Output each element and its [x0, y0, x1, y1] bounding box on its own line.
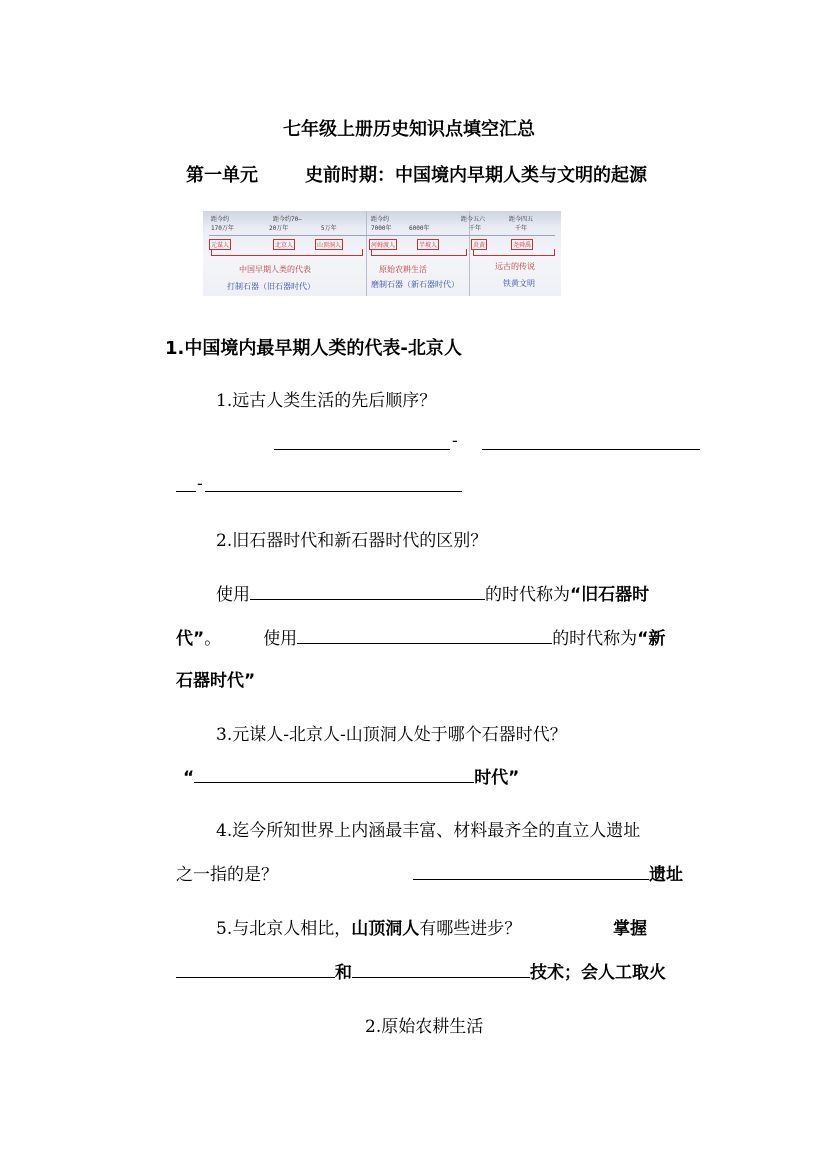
timeline-label: 远古的传说	[495, 262, 535, 271]
section-heading: 1.中国境内最早期人类的代表-北京人	[165, 338, 462, 359]
timeline-tick: 千年	[515, 225, 528, 232]
term-old-stone-age-end: 代”	[176, 629, 205, 649]
text-fragment: 使用	[263, 629, 298, 649]
conjunction-and: 和	[335, 963, 352, 983]
timeline-label: 磨制石器（新石器时代）	[371, 280, 459, 289]
answer-suffix: 时代”	[474, 768, 520, 788]
answer-blank[interactable]	[297, 642, 552, 644]
answer-blank[interactable]	[194, 781, 474, 783]
term-old-stone-age: “旧石器时	[570, 585, 650, 605]
separator: -	[197, 474, 203, 494]
text-fragment: 使用	[216, 585, 250, 605]
text-fragment: 。	[204, 629, 222, 649]
answer-blank[interactable]	[413, 878, 649, 880]
term-new-stone-age-end: 石器时代”	[176, 671, 256, 691]
timeline-tick: 7000年	[371, 225, 392, 232]
timeline-label: 铁黄文明	[503, 279, 535, 288]
question-4-continued: 之一指的是？	[176, 865, 278, 885]
timeline-box: 炎黄	[471, 239, 487, 250]
separator: -	[452, 431, 458, 451]
timeline-box: 元谋人	[209, 239, 231, 250]
timeline-label: 原始农耕生活	[379, 265, 427, 274]
timeline-box: 尧舜禹	[511, 239, 533, 250]
question-1: 1.远古人类生活的先后顺序？	[216, 391, 437, 411]
answer-blank[interactable]	[274, 449, 450, 450]
timeline-tick: 20万年	[269, 225, 289, 232]
answer-blank[interactable]	[352, 976, 530, 978]
question-5-prefix: 5.与北京人相比，	[216, 919, 352, 939]
timeline-box: 北京人	[273, 239, 295, 250]
section-heading: 2.原始农耕生活	[365, 1017, 484, 1037]
question-2: 2.旧石器时代和新石器时代的区别？	[216, 531, 488, 551]
unit-title: 史前时期：中国境内早期人类与文明的起源	[305, 165, 647, 186]
timeline-tick: 千年	[469, 225, 482, 232]
answer-blank[interactable]	[482, 449, 700, 450]
document-title: 七年级上册历史知识点填空汇总	[283, 119, 535, 140]
timeline-tick: 距今约	[211, 216, 230, 223]
timeline-tick: 5万年	[321, 225, 337, 232]
timeline-tick: 距今四五	[509, 216, 534, 223]
timeline-image	[203, 211, 561, 296]
question-5-suffix: 有哪些进步？	[419, 919, 522, 939]
term-new-stone-age: “新	[637, 629, 666, 649]
text-fragment: 的时代称为	[485, 585, 570, 605]
timeline-label: 中国早期人类的代表	[239, 265, 311, 274]
answer-blank[interactable]	[250, 598, 485, 600]
unit-label: 第一单元	[186, 165, 258, 186]
timeline-tick: 距今约	[371, 216, 390, 223]
answer-blank[interactable]	[205, 491, 462, 492]
timeline-tick: 距今五六	[461, 216, 486, 223]
answer-suffix: 技术；会人工取火	[530, 963, 666, 983]
timeline-tick: 170万年	[211, 225, 234, 232]
answer-suffix: 遗址	[649, 865, 683, 885]
timeline-box: 半坡人	[417, 239, 439, 250]
answer-blank-continued[interactable]	[176, 491, 196, 492]
timeline-box: 河姆渡人	[369, 239, 397, 250]
term-shandingdong: 山顶洞人	[351, 919, 420, 939]
answer-blank[interactable]	[176, 976, 335, 978]
timeline-box: 山顶洞人	[315, 239, 343, 250]
open-quote: “	[183, 768, 195, 788]
timeline-tick: 6000年	[409, 225, 430, 232]
timeline-label: 打制石器（旧石器时代）	[227, 282, 315, 291]
question-3: 3.元谋人-北京人-山顶洞人处于哪个石器时代？	[216, 725, 567, 745]
question-4: 4.迄今所知世界上内涵最丰富、材料最齐全的直立人遗址	[216, 821, 641, 841]
keyword-master: 掌握	[613, 919, 647, 939]
timeline-tick: 距今约70—	[273, 216, 302, 223]
text-fragment: 的时代称为	[552, 629, 638, 649]
